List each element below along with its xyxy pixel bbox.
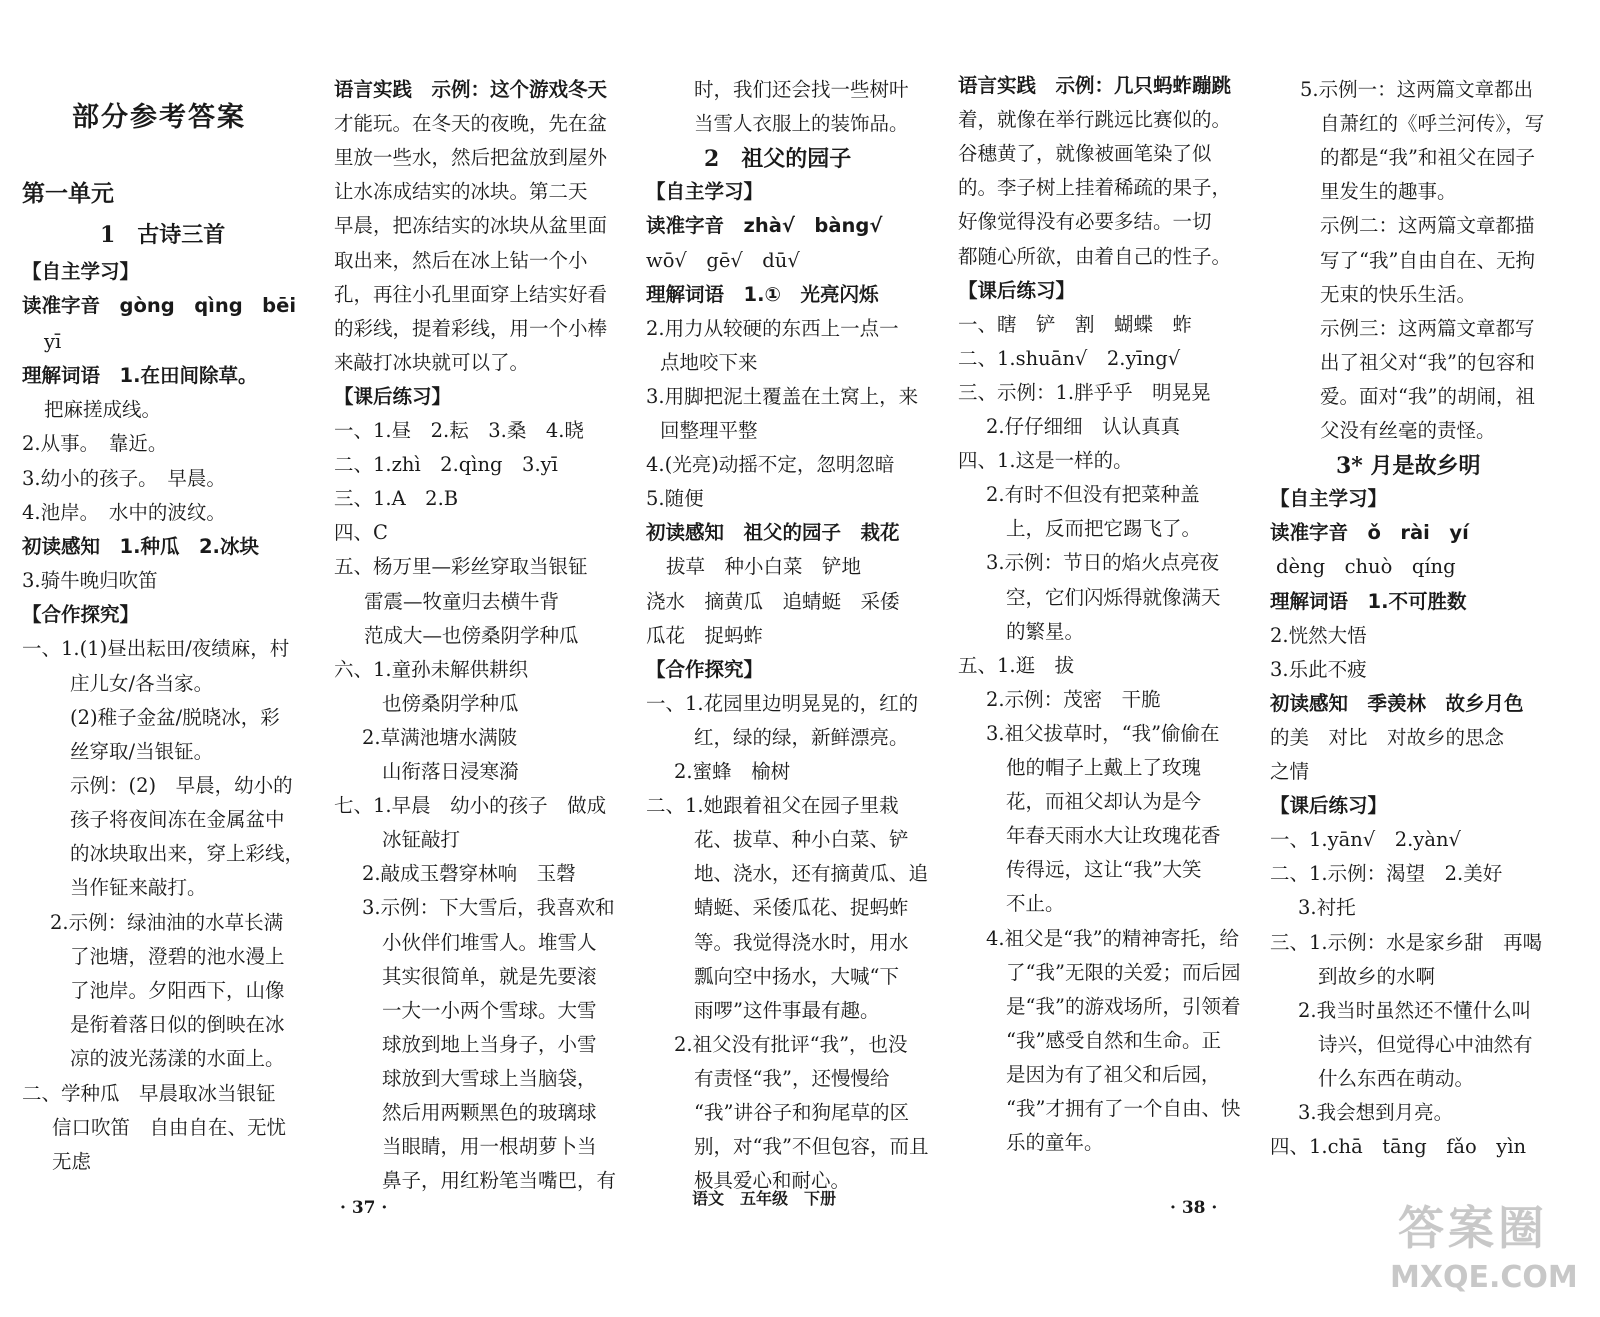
section-label-line: 【自主学习】	[22, 260, 140, 283]
page-title: 部分参考答案	[72, 102, 246, 133]
answer-line: 二、学种瓜 早晨取冰当银钲	[22, 1082, 276, 1105]
answer-line: 里放一些水，然后把盆放到屋外	[334, 146, 608, 169]
answer-line: 的。李子树上挂着稀疏的果子，	[958, 176, 1232, 199]
answer-line: 3.我会想到月亮。	[1298, 1101, 1454, 1124]
answer-line: 孔，再往小孔里面穿上结实好看	[334, 283, 608, 306]
answer-line: 浇水 摘黄瓜 追蜻蜓 采倭	[646, 590, 900, 613]
answer-line: 一、1.(1)昼出耘田/夜绩麻，村	[22, 637, 290, 660]
footer-subject: 语文 五年级 下册	[692, 1189, 837, 1208]
section-label-line: 读准字音 zhà√ bàng√	[646, 214, 883, 237]
watermark-logo: 答案圈	[1398, 1201, 1548, 1255]
answer-line: 乐的童年。	[1006, 1131, 1104, 1154]
answer-line: 四、1.这是一样的。	[958, 449, 1133, 472]
answer-line: 二、1.示例：渴望 2.美好	[1270, 862, 1503, 885]
answer-line: “我”感受自然和生命。正	[1006, 1029, 1221, 1052]
answer-line: 一、1.花园里边明晃晃的，红的	[646, 692, 919, 715]
answer-line: 时，我们还会找一些树叶	[694, 78, 909, 101]
answer-line: 自萧红的《呼兰河传》，写	[1320, 112, 1545, 135]
section-label-line: 【合作探究】	[646, 658, 764, 681]
answer-line: 等。我觉得浇水时，用水	[694, 931, 909, 954]
answer-line: 一、1.yān√ 2.yàn√	[1270, 828, 1461, 851]
answer-line: 七、1.早晨 幼小的孩子 做成	[334, 794, 607, 817]
answer-line: 让水冻成结实的冰块。第二天	[334, 180, 588, 203]
answer-line: 二、1.zhì 2.qìng 3.yī	[334, 453, 558, 476]
answer-line: 4.(光亮)动摇不定，忽明忽暗	[646, 453, 895, 476]
answer-line: 六、1.童孙未解供耕织	[334, 658, 529, 681]
answer-line: 5.示例一：这两篇文章都出	[1300, 78, 1534, 101]
answer-line: 诗兴，但觉得心中油然有	[1318, 1033, 1533, 1056]
answer-line: 3.示例：节日的焰火点亮夜	[986, 551, 1220, 574]
answer-line: 小伙伴们堆雪人。堆雪人	[382, 931, 597, 954]
answer-line: 雷震—牧童归去横牛背	[364, 590, 560, 613]
answer-line: 2.用力从较硬的东西上一点一	[646, 317, 899, 340]
answer-line: 别，对“我”不但包容，而且	[694, 1135, 929, 1158]
answer-line: 二、1.shuān√ 2.yīng√	[958, 347, 1181, 370]
answer-line: 花、拔草、种小白菜、铲	[694, 828, 909, 851]
answer-line: yī	[44, 330, 62, 353]
answer-line: 极具爱心和耐心。	[694, 1169, 851, 1192]
section-label-line: 【合作探究】	[22, 603, 140, 626]
answer-line: 点地咬下来	[660, 351, 758, 374]
answer-line: 空，它们闪烁得就像满天	[1006, 586, 1221, 609]
answer-line: 一大一小两个雪球。大雪	[382, 999, 597, 1022]
answer-line: 回整理平整	[660, 419, 758, 442]
section-label-line: 【课后练习】	[1270, 794, 1388, 817]
answer-line: 的都是“我”和祖父在园子	[1320, 146, 1535, 169]
answer-line: 的冰块取出来，穿上彩线，	[70, 842, 305, 865]
answer-line: 三、1.示例：水是家乡甜 再喝	[1270, 931, 1543, 954]
answer-line: 当作钲来敲打。	[70, 876, 207, 899]
answer-line: 红，绿的绿，新鲜漂亮。	[694, 726, 909, 749]
section-label-line: 理解词语 1.在田间除草。	[22, 364, 258, 387]
answer-line: 3.用脚把泥土覆盖在土窝上，来	[646, 385, 919, 408]
section-label-line: 读准字音 gòng qìng bēi	[22, 294, 297, 317]
answer-line: 2.祖父没有批评“我”，也没	[674, 1033, 908, 1056]
answer-line: 到故乡的水啊	[1318, 965, 1436, 988]
answer-line: 3.骑牛晚归吹笛	[22, 569, 158, 592]
answer-line: 了“我”无限的关爱；而后园	[1006, 961, 1241, 984]
answer-line: 地、浇水，还有摘黄瓜、追	[694, 862, 929, 885]
answer-line: 三、1.A 2.B	[334, 487, 459, 510]
answer-line: 雨啰”这件事最有趣。	[694, 999, 880, 1022]
answer-line: 的繁星。	[1006, 620, 1085, 643]
answer-line: 了池岸。夕阳西下，山像	[70, 979, 285, 1002]
answer-line: 蜻蜓、采倭瓜花、捉蚂蚱	[694, 896, 909, 919]
answer-line: 2.蜜蜂 榆树	[674, 760, 791, 783]
section-label-line: 理解词语 1.① 光亮闪烁	[646, 283, 879, 306]
section-label-line: 【自主学习】	[646, 180, 764, 203]
answer-line: 鼻子，用红粉笔当嘴巴，有	[382, 1169, 617, 1192]
answer-line: 了池塘，澄碧的池水漫上	[70, 945, 285, 968]
answer-line: 二、1.她跟着祖父在园子里栽	[646, 794, 899, 817]
answer-line: 无虑	[52, 1150, 92, 1173]
answer-line: 3.衬托	[1298, 896, 1356, 919]
answer-line: 五、1.逛 拔	[958, 654, 1075, 677]
answer-line: 传得远，这让“我”大笑	[1006, 858, 1202, 881]
answer-line: 5.随便	[646, 487, 704, 510]
answer-line: 山衔落日浸寒漪	[382, 760, 519, 783]
answer-line: 3.乐此不疲	[1270, 658, 1367, 681]
section-label-line: 语言实践 示例：这个游戏冬天	[334, 78, 608, 101]
answer-line: 是因为有了祖父和后园，	[1006, 1063, 1221, 1086]
answer-line: 2.仔仔细细 认认真真	[986, 415, 1181, 438]
answer-line: 一、瞎 铲 割 蝴蝶 蚱	[958, 313, 1193, 336]
answer-line: 凉的波光荡漾的水面上。	[70, 1047, 285, 1070]
answer-line: 也傍桑阴学种瓜	[382, 692, 519, 715]
answer-line: 爱。面对“我”的胡闹，祖	[1320, 385, 1535, 408]
answer-line: 冰钲敲打	[382, 828, 461, 851]
answer-line: 3.幼小的孩子。 早晨。	[22, 467, 226, 490]
answer-line: 当眼睛，用一根胡萝卜当	[382, 1135, 597, 1158]
answer-line: 什么东西在萌动。	[1318, 1067, 1475, 1090]
section-label-line: 【课后练习】	[334, 385, 452, 408]
answer-line: 四、C	[334, 521, 388, 544]
answer-line: 瓢向空中扬水，大喊“下	[694, 965, 899, 988]
answer-line: 出了祖父对“我”的包容和	[1320, 351, 1535, 374]
answer-line: “我”讲谷子和狗尾草的区	[694, 1101, 909, 1124]
answer-line: 上，反而把它踢飞了。	[1006, 517, 1202, 540]
answer-line: 示例：(2) 早晨，幼小的	[70, 774, 293, 797]
answer-line: 年春天雨水大让玫瑰花香	[1006, 824, 1221, 847]
answer-line: 花，而祖父却认为是今	[1006, 790, 1202, 813]
answer-line: 2.敲成玉磬穿林响 玉磬	[362, 862, 576, 885]
answer-line: 2.草满池塘水满陂	[362, 726, 518, 749]
section-label-line: 初读感知 1.种瓜 2.冰块	[22, 535, 259, 558]
answer-line: (2)稚子金盆/脱晓冰，彩	[70, 706, 280, 729]
answer-line: 的彩线，提着彩线，用一个小棒	[334, 317, 608, 340]
section-label-line: 初读感知 季羡林 故乡月色	[1270, 692, 1524, 715]
answer-line: 把麻搓成线。	[44, 398, 162, 421]
answer-line: 3.示例：下大雪后，我喜欢和	[362, 896, 615, 919]
answer-line: 2.我当时虽然还不懂什么叫	[1298, 999, 1532, 1022]
page-number-left: · 37 ·	[340, 1198, 388, 1218]
answer-line: 里发生的趣事。	[1320, 180, 1457, 203]
answer-line: 他的帽子上戴上了玫瑰	[1006, 756, 1202, 779]
answer-line: 无束的快乐生活。	[1320, 283, 1477, 306]
answer-line: dèng chuò qíng	[1276, 555, 1456, 578]
section-label-line: 语言实践 示例：几只蚂蚱蹦跳	[958, 74, 1232, 97]
answer-line: wō√ gē√ dū√	[646, 249, 800, 272]
answer-line: 都随心所欲，由着自己的性子。	[958, 245, 1232, 268]
answer-line: 好像觉得没有必要多结。一切	[958, 210, 1212, 233]
answer-line: 4.池岸。 水中的波纹。	[22, 501, 226, 524]
answer-line: 然后用两颗黑色的玻璃球	[382, 1101, 597, 1124]
answer-line: 当雪人衣服上的装饰品。	[694, 112, 909, 135]
answer-line: 之情	[1270, 760, 1310, 783]
answer-line: 有责怪“我”，还慢慢给	[694, 1067, 890, 1090]
answer-line: 2.有时不但没有把菜种盖	[986, 483, 1200, 506]
answer-line: 三、示例：1.胖乎乎 明晃晃	[958, 381, 1211, 404]
answer-line: “我”才拥有了一个自由、快	[1006, 1097, 1241, 1120]
answer-line: 2.示例：茂密 干脆	[986, 688, 1161, 711]
answer-line: 球放到大雪球上当脑袋，	[382, 1067, 597, 1090]
answer-line: 早晨，把冻结实的冰块从盆里面	[334, 214, 608, 237]
section-label-line: 初读感知 祖父的园子 栽花	[646, 521, 900, 544]
answer-line: 丝穿取/当银钲。	[70, 740, 214, 763]
answer-line: 示例三：这两篇文章都写	[1320, 317, 1535, 340]
lesson-heading: 1 古诗三首	[100, 222, 226, 248]
answer-line: 是衔着落日似的倒映在冰	[70, 1013, 285, 1036]
answer-line: 来敲打冰块就可以了。	[334, 351, 530, 374]
page-number-right: · 38 ·	[1170, 1198, 1218, 1218]
answer-line: 着，就像在举行跳远比赛似的。	[958, 108, 1232, 131]
answer-line: 的美 对比 对故乡的思念	[1270, 726, 1505, 749]
answer-line: 孩子将夜间冻在金属盆中	[70, 808, 285, 831]
answer-line: 谷穗黄了，就像被画笔染了似	[958, 142, 1212, 165]
answer-line: 2.从事。 靠近。	[22, 432, 168, 455]
section-label-line: 【课后练习】	[958, 279, 1076, 302]
answer-line: 四、1.chā tāng fǎo yìn	[1270, 1135, 1527, 1158]
section-label-line: 理解词语 1.不可胜数	[1270, 590, 1467, 613]
answer-line: 不止。	[1006, 892, 1065, 915]
lesson-heading: 3* 月是故乡明	[1336, 453, 1481, 479]
answer-line: 球放到地上当身子，小雪	[382, 1033, 597, 1056]
answer-line: 取出来，然后在冰上钻一个小	[334, 249, 588, 272]
answer-line: 2.恍然大悟	[1270, 624, 1367, 647]
answer-line: 父没有丝毫的责怪。	[1320, 419, 1496, 442]
unit-heading: 第一单元	[22, 181, 114, 207]
answer-line: 庄儿女/各当家。	[70, 672, 214, 695]
answer-line: 才能玩。在冬天的夜晚，先在盆	[334, 112, 608, 135]
answer-line: 是“我”的游戏场所，引领着	[1006, 995, 1241, 1018]
answer-line: 瓜花 捉蚂蚱	[646, 624, 764, 647]
answer-line: 4.祖父是“我”的精神寄托，给	[986, 927, 1240, 950]
answer-line: 拔草 种小白菜 铲地	[666, 555, 862, 578]
answer-line: 五、杨万里—彩丝穿取当银钲	[334, 555, 588, 578]
answer-line: 写了“我”自由自在、无拘	[1320, 249, 1535, 272]
answer-line: 其实很简单，就是先要滚	[382, 965, 597, 988]
answer-line: 示例二：这两篇文章都描	[1320, 214, 1535, 237]
section-label-line: 【自主学习】	[1270, 487, 1388, 510]
answer-line: 2.示例：绿油油的水草长满	[50, 911, 284, 934]
lesson-heading: 2 祖父的园子	[704, 146, 852, 172]
answer-line: 3.祖父拔草时，“我”偷偷在	[986, 722, 1220, 745]
answer-line: 范成大—也傍桑阴学种瓜	[364, 624, 579, 647]
watermark-url: MXQE.COM	[1390, 1260, 1578, 1295]
section-label-line: 读准字音 ǒ rài yí	[1270, 521, 1469, 544]
answer-line: 一、1.昼 2.耘 3.桑 4.晓	[334, 419, 584, 442]
answer-line: 信口吹笛 自由自在、无忧	[52, 1116, 287, 1139]
